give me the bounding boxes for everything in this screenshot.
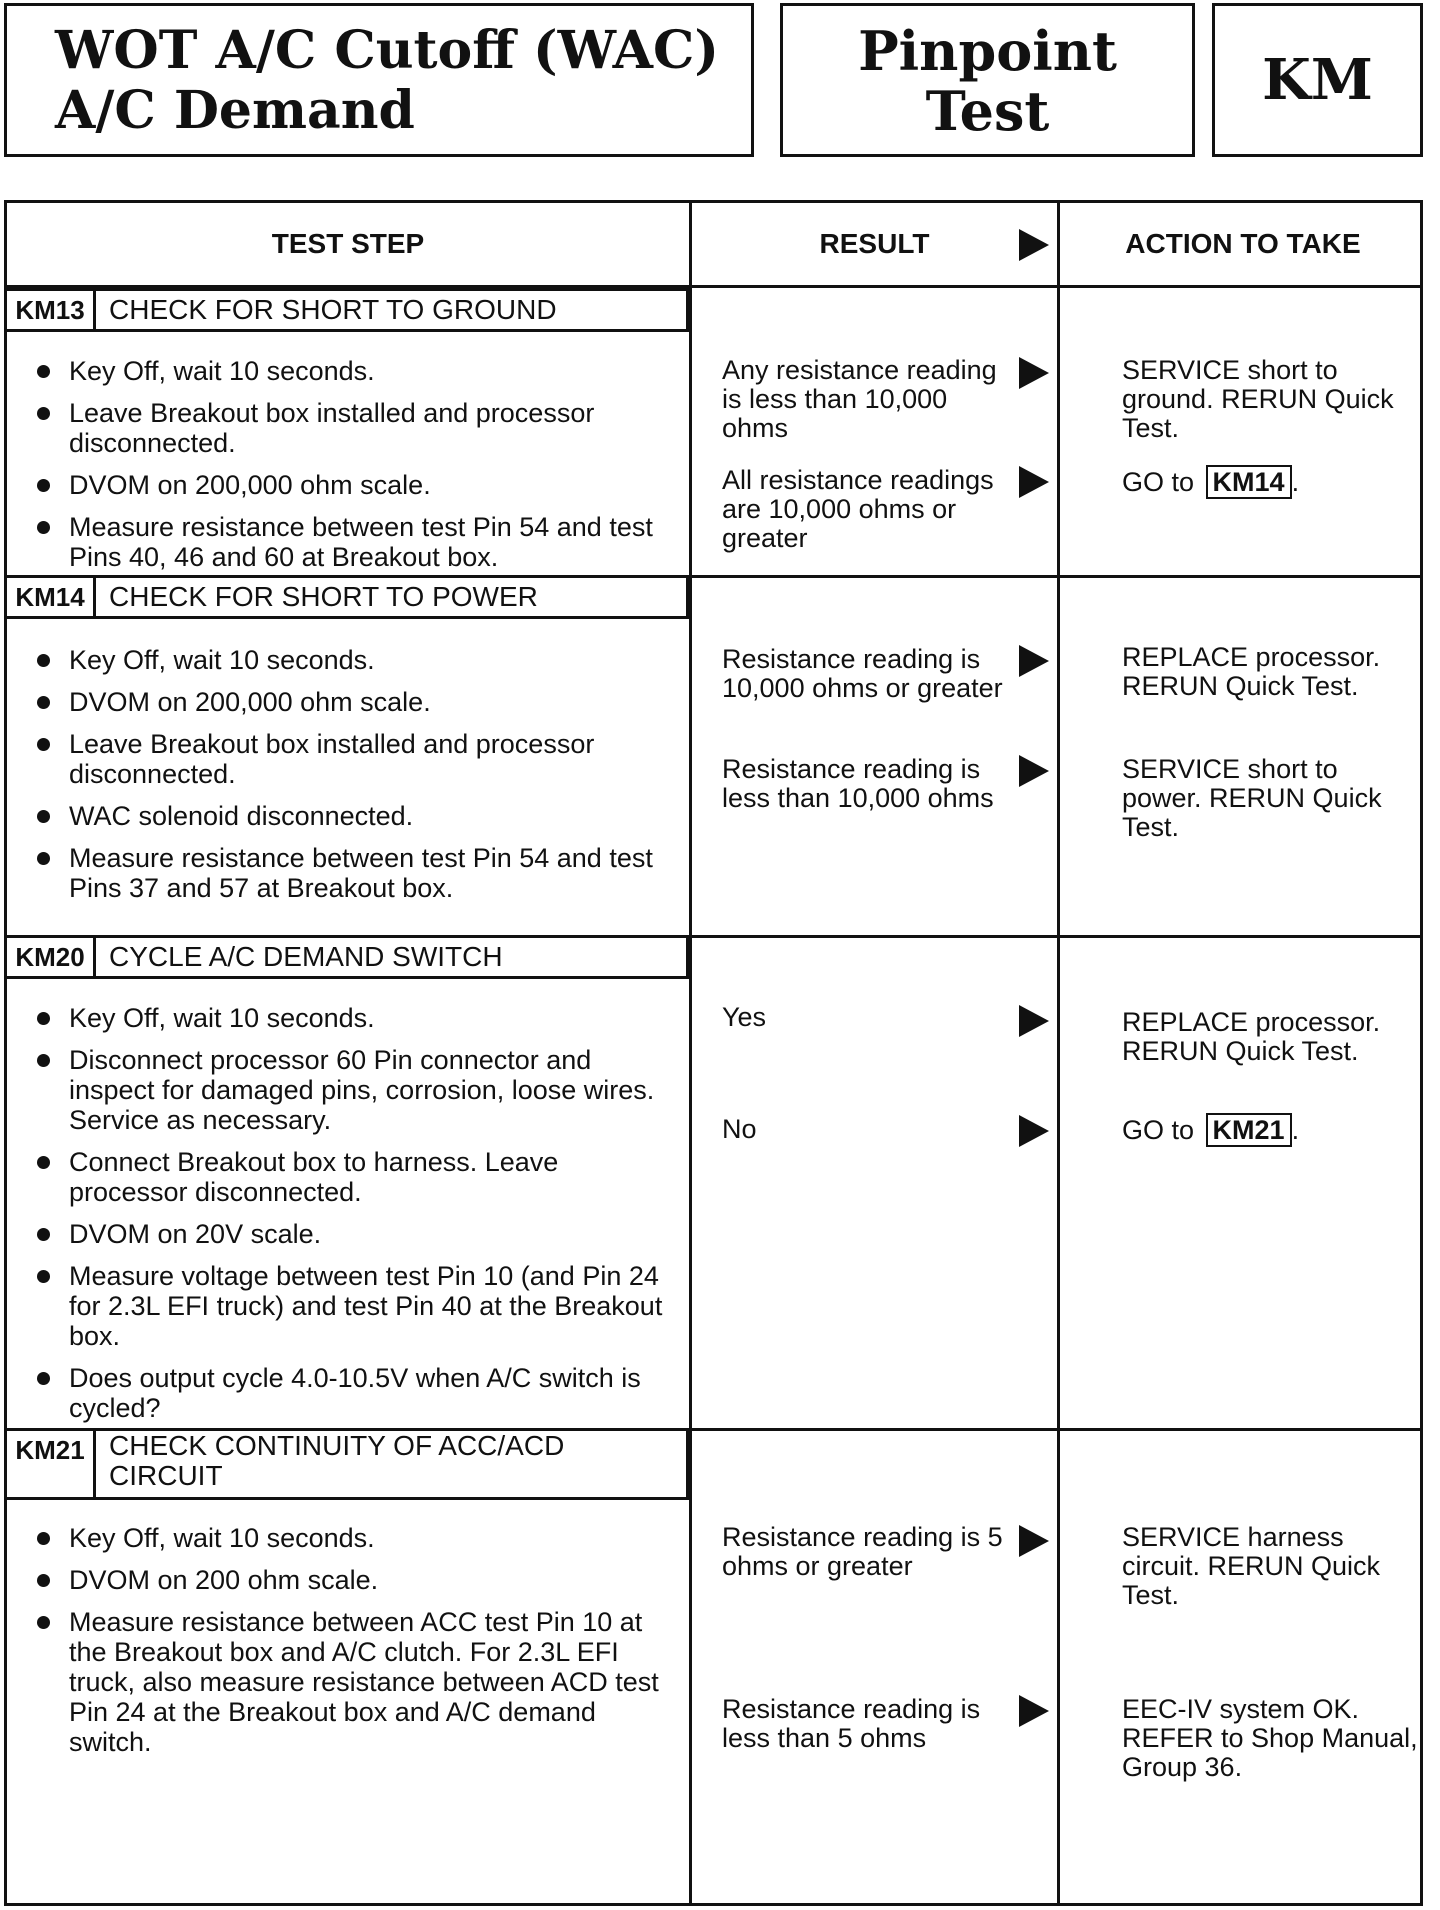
step-title: CHECK FOR SHORT TO GROUND: [109, 294, 557, 325]
list-item: Measure resistance between test Pin 54 and test Pins 37 and 57 at Breakout box.: [37, 843, 669, 903]
step-title: CYCLE A/C DEMAND SWITCH: [109, 941, 503, 972]
action-text: REPLACE processor. RERUN Quick Test.: [1122, 1007, 1381, 1066]
test-code-box: [1212, 3, 1423, 157]
column-header-test-step: TEST STEP: [271, 228, 425, 259]
test-code: KM: [1262, 47, 1373, 113]
list-item: Key Off, wait 10 seconds.: [37, 645, 669, 675]
list-item: DVOM on 20V scale.: [37, 1219, 669, 1249]
action-prefix: GO to: [1122, 1115, 1195, 1145]
list-item: Key Off, wait 10 seconds.: [37, 1523, 669, 1553]
test-type-box: [780, 3, 1195, 157]
list-item: Leave Breakout box installed and processor disconnected.: [37, 729, 669, 789]
list-item: DVOM on 200 ohm scale.: [37, 1565, 669, 1595]
result-text: All resistance readings are 10,000 ohms or greater: [722, 465, 994, 553]
step-instructions: [37, 1003, 669, 1435]
page-title-line1: WOT A/C Cutoff (WAC): [55, 20, 720, 81]
result-text: Resistance reading is less than 10,000 ohms: [722, 754, 994, 813]
step-code: KM20: [7, 938, 96, 976]
list-item: Measure voltage between test Pin 10 (and Pin 24 for 2.3L EFI truck) and test Pin 40 at the Breakout box.: [37, 1261, 669, 1351]
arrow-icon: [1019, 755, 1049, 787]
list-item: DVOM on 200,000 ohm scale.: [37, 687, 669, 717]
column-header-result: [692, 203, 1057, 285]
column-header-result-label: RESULT: [819, 228, 930, 259]
list-item: Does output cycle 4.0-10.5V when A/C switch is cycled?: [37, 1363, 669, 1423]
step-title: CHECK FOR SHORT TO POWER: [109, 581, 538, 612]
step-title: CHECK CONTINUITY OF ACC/ACD CIRCUIT: [109, 1430, 565, 1491]
step-instructions: [37, 356, 669, 584]
test-type-line2: Test: [925, 79, 1050, 143]
list-item: Connect Breakout box to harness. Leave processor disconnected.: [37, 1147, 669, 1207]
step-instructions: [37, 1523, 669, 1769]
step-instructions: [37, 645, 669, 915]
arrow-icon: [1019, 1115, 1049, 1147]
step-header-km14: [7, 575, 689, 619]
action-suffix: .: [1291, 467, 1300, 497]
arrow-icon: [1019, 1695, 1049, 1727]
pinpoint-table: [4, 200, 1423, 1906]
action-text: SERVICE short to power. RERUN Quick Test.: [1122, 754, 1382, 842]
step-header-km21: [7, 1428, 689, 1500]
list-item: Measure resistance between test Pin 54 and test Pins 40, 46 and 60 at Breakout box.: [37, 512, 669, 572]
step-code: KM14: [7, 578, 96, 616]
arrow-icon: [1019, 466, 1049, 498]
arrow-icon: [1019, 1005, 1049, 1037]
result-text: Any resistance reading is less than 10,000 ohms: [722, 355, 997, 443]
list-item: Measure resistance between ACC test Pin 10 at the Breakout box and A/C clutch. For 2.3L EFI truck, also measure resistance between ACD test Pin 24 at the Breakout box and A/C demand switch.: [37, 1607, 669, 1757]
page-title-line2: A/C Demand: [55, 80, 415, 141]
arrow-icon: [1019, 229, 1049, 261]
list-item: DVOM on 200,000 ohm scale.: [37, 470, 669, 500]
arrow-icon: [1019, 357, 1049, 389]
action-text: SERVICE harness circuit. RERUN Quick Test.: [1122, 1522, 1381, 1610]
action-text: [1122, 1113, 1422, 1147]
result-text: No: [722, 1114, 757, 1144]
action-prefix: GO to: [1122, 467, 1195, 497]
result-text: Resistance reading is less than 5 ohms: [722, 1694, 981, 1753]
step-reference-km14[interactable]: KM14: [1206, 465, 1292, 499]
step-code: KM13: [7, 291, 96, 329]
list-item: Leave Breakout box installed and processor disconnected.: [37, 398, 669, 458]
list-item: WAC solenoid disconnected.: [37, 801, 669, 831]
test-type-line1: Pinpoint: [858, 19, 1117, 83]
step-header-km13: [7, 288, 689, 332]
result-text: Yes: [722, 1002, 767, 1032]
list-item: Key Off, wait 10 seconds.: [37, 356, 669, 386]
action-text: REPLACE processor. RERUN Quick Test.: [1122, 642, 1381, 701]
action-text: SERVICE short to ground. RERUN Quick Test.: [1122, 355, 1394, 443]
title-box: [4, 3, 754, 157]
column-header-action: ACTION TO TAKE: [1125, 228, 1361, 259]
action-text: [1122, 465, 1422, 499]
action-text: EEC-IV system OK. REFER to Shop Manual, Group 36.: [1122, 1694, 1418, 1782]
step-reference-km21[interactable]: KM21: [1206, 1113, 1292, 1147]
arrow-icon: [1019, 645, 1049, 677]
step-header-km20: [7, 935, 689, 979]
result-text: Resistance reading is 5 ohms or greater: [722, 1522, 1003, 1581]
column-divider: [689, 203, 692, 1903]
action-suffix: .: [1291, 1115, 1300, 1145]
result-text: Resistance reading is 10,000 ohms or greater: [722, 644, 1003, 703]
arrow-icon: [1019, 1525, 1049, 1557]
list-item: Disconnect processor 60 Pin connector and inspect for damaged pins, corrosion, loose wires. Service as necessary.: [37, 1045, 669, 1135]
step-code: KM21: [7, 1431, 96, 1497]
list-item: Key Off, wait 10 seconds.: [37, 1003, 669, 1033]
column-divider: [1057, 203, 1060, 1903]
